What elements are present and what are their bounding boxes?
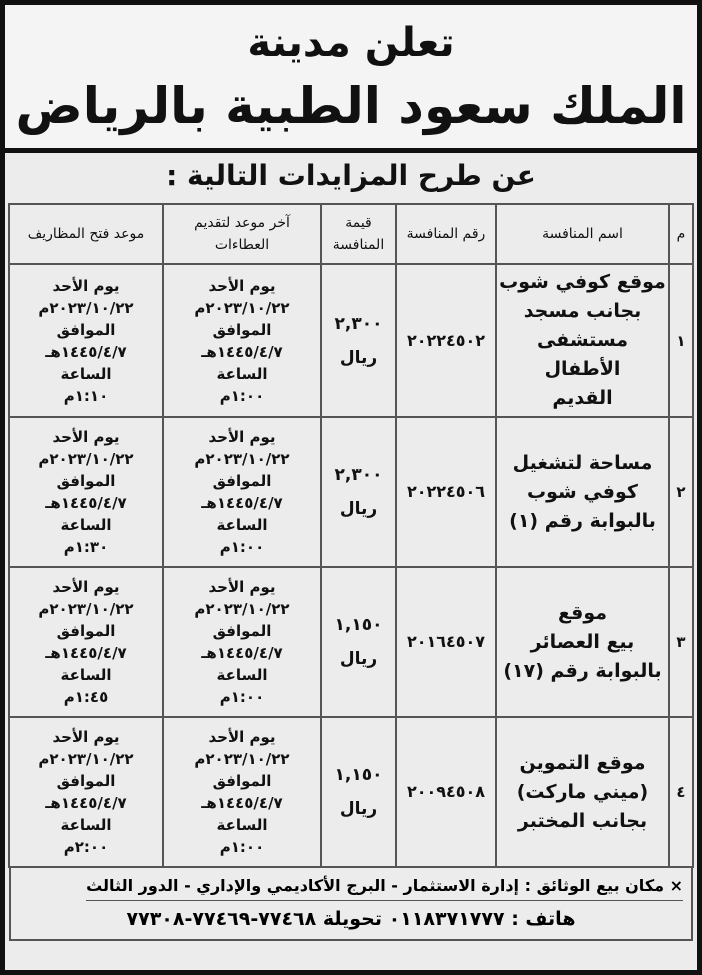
- auction-value-line: ريال: [339, 649, 378, 669]
- auction-name-line: بيع العصائر: [530, 630, 635, 653]
- col-header-number: رقم المنافسة: [396, 204, 496, 264]
- auction-name-line: مستشفى الأطفال: [536, 329, 629, 380]
- submission-deadline-line: الساعة: [216, 816, 268, 834]
- auction-name-line: موقع كوفي شوب: [499, 271, 666, 293]
- submission-deadline-line: ٢٠٢٣/١٠/٢٢م: [194, 298, 290, 317]
- table-row: [9, 717, 693, 867]
- col-header-opening: موعد فتح المظاريف: [9, 204, 163, 264]
- envelope-opening-line: الساعة: [60, 516, 112, 534]
- envelope-opening-line: ٢٠٢٣/١٠/٢٢م: [38, 450, 134, 468]
- submission-deadline-line: الموافق: [212, 472, 272, 490]
- subtitle: عن طرح المزايدات التالية :: [166, 159, 536, 192]
- auction-value: [321, 417, 396, 567]
- envelope-opening-line: ١٤٤٥/٤/٧هـ: [45, 494, 127, 512]
- footer: [9, 868, 693, 941]
- auction-number-line: ٢٠٢٢٤٥٠٢: [406, 330, 486, 350]
- auctions-table: [8, 203, 694, 868]
- envelope-opening-line: يوم الأحد: [52, 578, 120, 596]
- auction-value-line: ١,١٥٠: [334, 615, 383, 635]
- auction-name-line: بجانب مسجد: [523, 300, 642, 322]
- envelope-opening-line: يوم الأحد: [52, 728, 120, 746]
- auction-name: [496, 717, 669, 867]
- envelope-opening-line: الساعة: [60, 666, 112, 684]
- submission-deadline-line: الساعة: [216, 364, 268, 383]
- auction-name-line: مساحة لتشغيل: [512, 451, 653, 474]
- submission-deadline-line: ١٤٤٥/٤/٧هـ: [201, 794, 283, 812]
- envelope-opening-line: الساعة: [60, 364, 112, 383]
- submission-deadline-line: ٢٠٢٣/١٠/٢٢م: [194, 600, 290, 618]
- envelope-opening-line: ١٤٤٥/٤/٧هـ: [45, 342, 127, 361]
- submission-deadline-line: الساعة: [216, 666, 268, 684]
- envelope-opening-line: ٢٠٢٣/١٠/٢٢م: [38, 298, 134, 317]
- submission-deadline-line: ٢٠٢٣/١٠/٢٢م: [194, 450, 290, 468]
- envelope-opening-line: ١٤٤٥/٤/٧هـ: [45, 794, 127, 812]
- table-header-row: [9, 204, 693, 264]
- auction-value-line: ٢,٣٠٠: [334, 313, 383, 334]
- auction-value-line: ريال: [339, 347, 378, 368]
- submission-deadline-line: الموافق: [212, 320, 272, 339]
- submission-deadline-line: الساعة: [216, 516, 268, 534]
- auction-number: [396, 417, 496, 567]
- auction-name-line: القديم: [552, 387, 613, 409]
- col-header-index: م: [669, 204, 693, 264]
- row-index: [669, 417, 693, 567]
- auction-value-line: ١,١٥٠: [334, 765, 383, 785]
- table-row: [9, 417, 693, 567]
- submission-deadline-line: الموافق: [212, 772, 272, 790]
- auction-name-line: بالبوابة رقم (١٧): [503, 659, 662, 682]
- auction-name: [496, 567, 669, 717]
- phone-info: هاتف : ٠١١٨٣٧١٧٧٧ تحويلة ٧٧٤٦٨-٧٧٤٦٩-٧٧٣٠٨: [126, 908, 576, 930]
- submission-deadline-line: يوم الأحد: [208, 276, 276, 295]
- auction-value-line: ريال: [339, 499, 378, 519]
- auction-number: [396, 264, 496, 417]
- row-index: [669, 264, 693, 417]
- col-header-value: قيمة المنافسة: [321, 204, 396, 264]
- envelope-opening: [9, 264, 163, 417]
- envelope-opening-line: ٢٠٢٣/١٠/٢٢م: [38, 600, 134, 618]
- auction-name: [496, 264, 669, 417]
- header-line-1: تعلن مدينة: [247, 20, 455, 66]
- submission-deadline-line: ١:٠٠م: [219, 386, 265, 405]
- row-index-line: ٣: [676, 633, 686, 651]
- auction-value-line: ريال: [339, 799, 378, 819]
- envelope-opening-line: ١٤٤٥/٤/٧هـ: [45, 644, 127, 662]
- auction-name: [496, 417, 669, 567]
- row-index-line: ٢: [676, 483, 686, 501]
- col-header-deadline: آخر موعد لتقديم العطاءات: [163, 204, 321, 264]
- table-row: [9, 264, 693, 417]
- submission-deadline-line: ١:٠٠م: [219, 688, 265, 706]
- auction-name-line: موقع التموين: [519, 751, 646, 774]
- auction-number: [396, 567, 496, 717]
- submission-deadline-line: ١٤٤٥/٤/٧هـ: [201, 644, 283, 662]
- submission-deadline-line: ١:٠٠م: [219, 538, 265, 556]
- submission-deadline-line: ١٤٤٥/٤/٧هـ: [201, 342, 283, 361]
- submission-deadline-line: يوم الأحد: [208, 428, 276, 446]
- envelope-opening-line: الساعة: [60, 816, 112, 834]
- submission-deadline: [163, 264, 321, 417]
- documents-location: × مكان بيع الوثائق : إدارة الاستثمار - البرج الأكاديمي والإداري - الدور الثالث: [86, 872, 683, 901]
- envelope-opening-line: ١:٤٥م: [63, 688, 109, 706]
- envelope-opening-line: الموافق: [56, 472, 116, 490]
- envelope-opening-line: يوم الأحد: [52, 428, 120, 446]
- submission-deadline: [163, 417, 321, 567]
- auction-value: [321, 717, 396, 867]
- col-header-name: اسم المنافسة: [496, 204, 669, 264]
- envelope-opening-line: الموافق: [56, 320, 116, 339]
- envelope-opening-line: ٢:٠٠م: [63, 838, 109, 856]
- header-line-2: الملك سعود الطبية بالرياض: [15, 77, 687, 135]
- submission-deadline-line: الموافق: [212, 622, 272, 640]
- submission-deadline-line: ١:٠٠م: [219, 838, 265, 856]
- auction-name-line: بجانب المختبر: [517, 809, 648, 832]
- auction-value-line: ٢,٣٠٠: [334, 465, 383, 485]
- auction-value: [321, 264, 396, 417]
- row-index-line: ٤: [676, 783, 686, 801]
- submission-deadline: [163, 717, 321, 867]
- auction-name-line: بالبوابة رقم (١): [509, 509, 656, 532]
- envelope-opening-line: الموافق: [56, 772, 116, 790]
- envelope-opening: [9, 417, 163, 567]
- envelope-opening: [9, 567, 163, 717]
- ad-header: [5, 5, 697, 153]
- auction-value: [321, 567, 396, 717]
- submission-deadline-line: يوم الأحد: [208, 728, 276, 746]
- row-index: [669, 567, 693, 717]
- envelope-opening: [9, 717, 163, 867]
- auction-name-line: موقع: [557, 601, 608, 624]
- envelope-opening-line: ١:٣٠م: [63, 538, 109, 556]
- auction-number-line: ٢٠١٦٤٥٠٧: [406, 632, 486, 651]
- auction-number: [396, 717, 496, 867]
- submission-deadline-line: يوم الأحد: [208, 578, 276, 596]
- submission-deadline-line: ٢٠٢٣/١٠/٢٢م: [194, 750, 290, 768]
- auction-name-line: (ميني ماركت): [516, 780, 649, 803]
- envelope-opening-line: ١:١٠م: [63, 386, 109, 405]
- table-row: [9, 567, 693, 717]
- envelope-opening-line: ٢٠٢٣/١٠/٢٢م: [38, 750, 134, 768]
- submission-deadline: [163, 567, 321, 717]
- auction-name-line: كوفي شوب: [527, 480, 638, 503]
- row-index: [669, 717, 693, 867]
- auction-number-line: ٢٠٠٩٤٥٠٨: [406, 782, 486, 801]
- submission-deadline-line: ١٤٤٥/٤/٧هـ: [201, 494, 283, 512]
- row-index-line: ١: [676, 331, 686, 350]
- envelope-opening-line: يوم الأحد: [52, 276, 120, 295]
- envelope-opening-line: الموافق: [56, 622, 116, 640]
- auction-number-line: ٢٠٢٢٤٥٠٦: [406, 482, 486, 501]
